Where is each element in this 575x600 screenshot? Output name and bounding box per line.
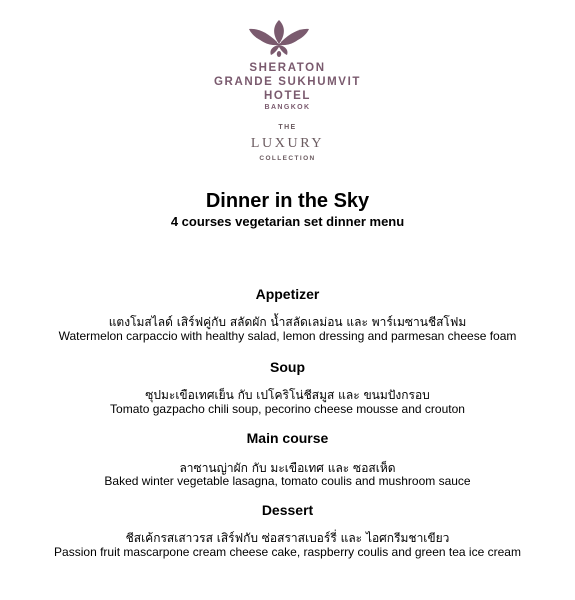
- course-english-dessert: Passion fruit mascarpone cream cheese cake, raspberry coulis and green tea ice cream: [54, 545, 521, 559]
- course-english-main-course: Baked winter vegetable lasagna, tomato coulis and mushroom sauce: [104, 474, 471, 488]
- course-thai-appetizer: แตงโมสไลด์ เสิร์ฟคู่กับ สลัดผัก น้ำสลัดเลม่อน และ พาร์เมซานชีสโฟม: [108, 315, 467, 329]
- collection-luxury: LUXURY: [250, 136, 325, 151]
- course-heading-main-course: Main course: [246, 430, 329, 446]
- hotel-name-line-3: HOTEL: [264, 90, 311, 102]
- hotel-name-line-1: SHERATON: [249, 62, 326, 74]
- course-heading-dessert: Dessert: [261, 502, 314, 518]
- collection-word: COLLECTION: [259, 155, 316, 162]
- course-heading-appetizer: Appetizer: [255, 286, 320, 302]
- course-thai-soup: ซุปมะเขือเทศเย็น กับ เปโคริโน่ชีสมูส และ ขนมปังกรอบ: [145, 388, 430, 402]
- course-english-appetizer: Watermelon carpaccio with healthy salad, lemon dressing and parmesan cheese foam: [58, 329, 517, 343]
- menu-title: Dinner in the Sky: [205, 190, 370, 212]
- course-english-soup: Tomato gazpacho chili soup, pecorino cheese mousse and crouton: [110, 402, 465, 416]
- hotel-name-line-2: GRANDE SUKHUMVIT: [214, 76, 361, 88]
- hotel-city: BANGKOK: [264, 104, 311, 111]
- lotus-flower-icon: [247, 18, 311, 58]
- course-thai-main-course: ลาซานญ่าผัก กับ มะเขือเทศ และ ซอสเห็ด: [179, 461, 396, 475]
- course-thai-dessert: ชีสเค้กรสเสาวรส เสิร์ฟกับ ซ่อสราสเบอร์รี่ และ ไอศกรีมชาเขียว: [125, 531, 450, 545]
- collection-the: THE: [278, 124, 297, 131]
- menu-subtitle: 4 courses vegetarian set dinner menu: [170, 214, 405, 229]
- course-heading-soup: Soup: [270, 359, 305, 375]
